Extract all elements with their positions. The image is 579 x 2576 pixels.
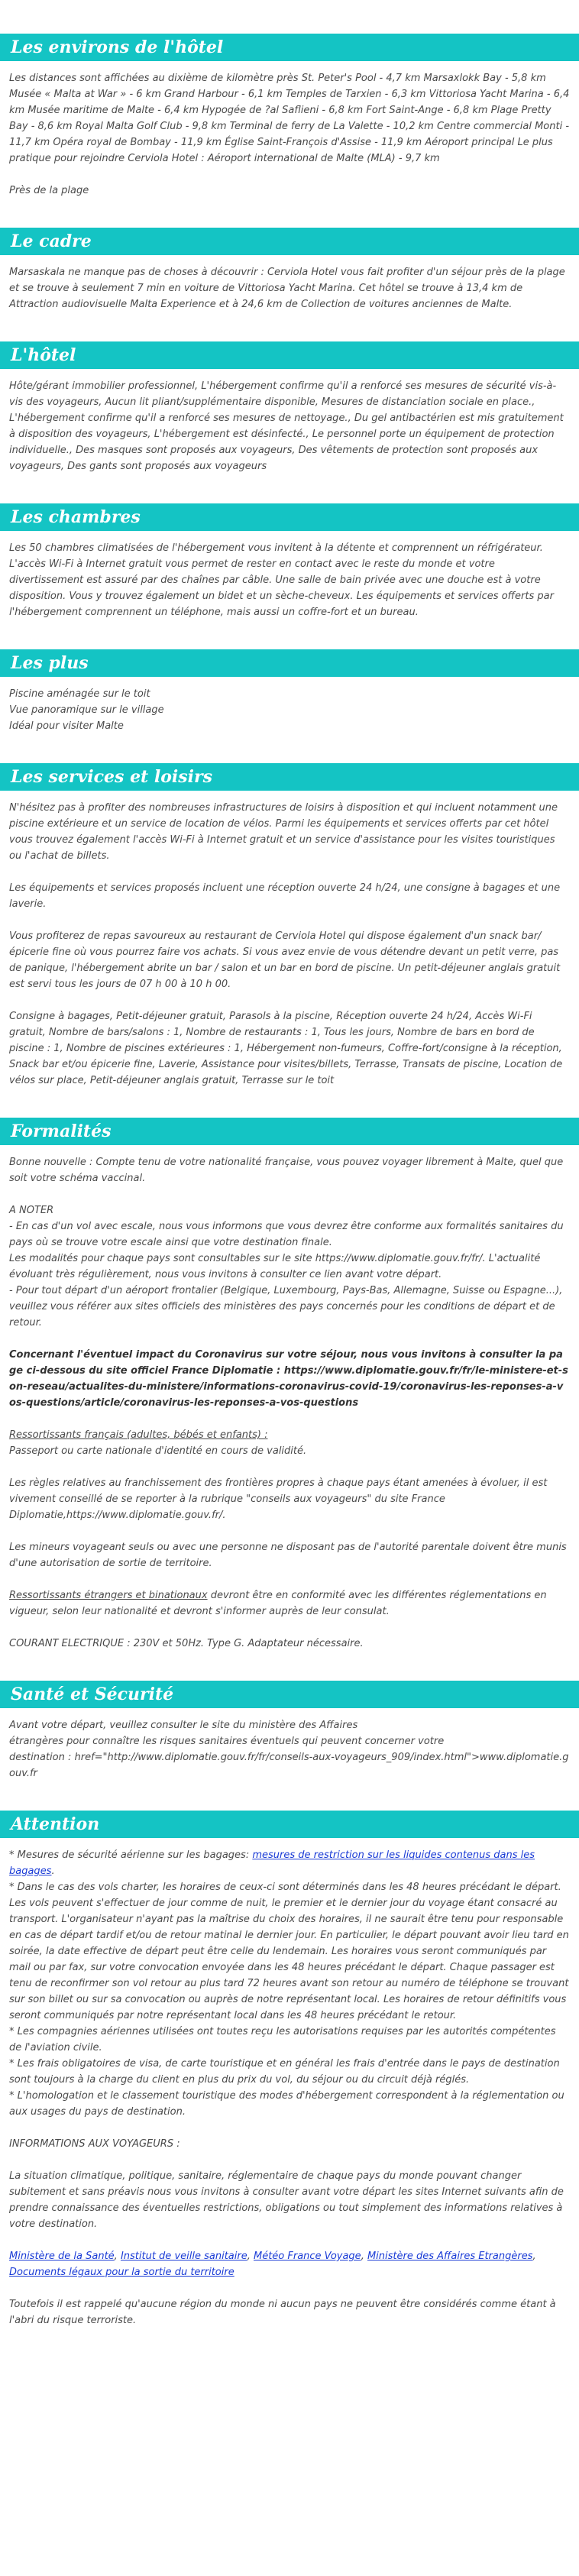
note-line: - Pour tout départ d'un aéroport frontalier (Belgique, Luxembourg, Pays-Bas, Allemagne, Suisse ou Espagne...), veuillez vous référer aux sites officiels des ministères des pays concernés pour les conditions de départ et de retour.	[9, 1285, 563, 1328]
section-body-formalites	[0, 1145, 579, 1652]
section-header-sante	[0, 1681, 579, 1708]
attention-item-suffix: .	[51, 1866, 55, 1877]
section-title: Le cadre	[11, 231, 92, 251]
section-header-environs	[0, 34, 579, 61]
plus-line: Vue panoramique sur le village	[9, 704, 164, 716]
plus-line: Idéal pour visiter Malte	[9, 720, 124, 732]
ressortissants-text: Passeport ou carte nationale d'identité en cours de validité.	[9, 1445, 307, 1457]
attention-item	[9, 1847, 570, 1879]
section-title: Les services et loisirs	[11, 767, 212, 787]
cadre-text: Marsaskala ne manque pas de choses à découvrir : Cerviola Hotel vous fait profiter d'un séjour près de la plage et se trouve à seulement 7 min en voiture de Vittoriosa Yacht Marina. Cet hôtel se trouve à 13,4 km de Attraction audiovisuelle Malta Experience et à 24,6 km de Collection de voitures anciennes de Malte.	[9, 267, 565, 310]
note-line: A NOTER	[9, 1205, 54, 1216]
section-body-environs	[0, 61, 579, 199]
section-title: Attention	[11, 1814, 100, 1834]
section-header-services	[0, 763, 579, 791]
plus-line: Piscine aménagée sur le toit	[9, 688, 150, 700]
mineurs-text: Les mineurs voyageant seuls ou avec une personne ne disposant pas de l'autorité parentale doivent être munis d'une autorisation de sortie de territoire.	[9, 1542, 567, 1569]
section-body-attention	[0, 1838, 579, 2328]
section-body-sante	[0, 1708, 579, 1782]
note-line: - En cas d'un vol avec escale, nous vous informons que vous devrez être conforme aux formalités sanitaires du pays où se trouve votre escale ainsi que votre destination finale.	[9, 1221, 564, 1248]
sante-line: étrangères pour connaître les risques sanitaires éventuels qui peuvent concerner votre	[9, 1736, 445, 1747]
hotel-text: Hôte/gérant immobilier professionnel, L'hébergement confirme qu'il a renforcé ses mesures de sécurité vis-à-vis des voyageurs, Aucun lit pliant/supplémentaire disponible, Mesures de distanciation sociale en place., L'hébergement confirme qu'il a renforcé ses mesures de nettoyage., Du gel antibactérien est mis gratuitement à disposition des voyageurs, L'hébergement est désinfecté., Le personnel porte un équipement de protection individuelle., Des masques sont proposés aux voyageurs, Des vêtements de protection sont proposés aux voyageurs, Des gants sont proposés aux voyageurs	[9, 380, 564, 472]
services-paragraph: Vous profiterez de repas savoureux au restaurant de Cerviola Hotel qui dispose également d'un snack bar/épicerie fine où vous pourrez faire vos achats. Si vous avez envie de vous détendre devant un petit verre, pas de panique, l'hébergement abrite un bar / salon et un bar en bord de piscine. Un petit-déjeuner anglais gratuit est servi tous les jours de 07 h 00 à 10 h 00.	[9, 930, 561, 990]
section-chambres	[0, 503, 579, 620]
section-header-cadre	[0, 228, 579, 255]
attention-item: * Les compagnies aériennes utilisées ont toutes reçu les autorisations requises par les autorités compétentes de l'aviation civile.	[9, 2026, 556, 2053]
covid-notice: Concernant l'éventuel impact du Coronavirus sur votre séjour, nous vous invitons à consulter la page ci-dessous du site officiel France Diplomatie : https://www.diplomatie.gouv.fr/fr/le-ministere-et-son-reseau/actualites-du-ministere/informations-coronavirus-covid-19/coronavirus-les-reponses-a-vos-questions/article/coronavirus-les-reponses-a-vos-questions	[9, 1349, 568, 1409]
section-title: Les environs de l'hôtel	[11, 37, 224, 57]
section-services	[0, 763, 579, 1089]
link-meteo-france[interactable]: Météo France Voyage	[253, 2251, 361, 2262]
section-body-plus	[0, 677, 579, 734]
attention-item: * L'homologation et le classement touristique des modes d'hébergement correspondent à la réglementation ou aux usages du pays de destination.	[9, 2090, 564, 2118]
link-affaires-etrangeres[interactable]: Ministère des Affaires Etrangères	[367, 2251, 533, 2262]
section-title: L'hôtel	[11, 345, 76, 365]
chambres-text: Les 50 chambres climatisées de l'hébergement vous invitent à la détente et comprennent un réfrigérateur. L'accès Wi-Fi à Internet gratuit vous permet de rester en contact avec le reste du monde et votre divertissement est assuré par des chaînes par câble. Une salle de bain privée avec une douche est à votre disposition. Vous y trouvez également un bidet et un sèche-cheveux. Les équipements et services offerts par l'hébergement comprennent un téléphone, mais aussi un coffre-fort et un bureau.	[9, 542, 554, 618]
final-text: Toutefois il est rappelé qu'aucune région du monde ni aucun pays ne peuvent être considérés comme étant à l'abri du risque terroriste.	[9, 2299, 556, 2326]
info-title: INFORMATIONS AUX VOYAGEURS :	[9, 2138, 180, 2150]
sante-line: destination : href="http://www.diplomatie.gouv.fr/fr/conseils-aux-voyageurs_909/index.html">www.diplomatie.gouv.fr	[9, 1752, 569, 1779]
formalites-intro: Bonne nouvelle : Compte tenu de votre nationalité française, vous pouvez voyager librement à Malte, quel que soit votre schéma vaccinal.	[9, 1157, 564, 1184]
section-attention	[0, 1811, 579, 2328]
formalites-note	[9, 1202, 570, 1331]
etrangers-title: Ressortissants étrangers et binationaux	[9, 1590, 208, 1601]
section-hotel	[0, 341, 579, 474]
info-links: Ministère de la Santé, Institut de veille sanitaire, Météo France Voyage, Ministère des Affaires Etrangères, Documents légaux pour la sortie du territoire	[9, 2251, 536, 2278]
section-body-cadre	[0, 255, 579, 312]
section-header-formalites	[0, 1118, 579, 1145]
section-environs	[0, 34, 579, 199]
section-header-plus	[0, 649, 579, 677]
section-body-services	[0, 791, 579, 1089]
attention-items	[9, 1847, 570, 2120]
services-paragraph: Les équipements et services proposés incluent une réception ouverte 24 h/24, une consigne à bagages et une laverie.	[9, 882, 561, 910]
link-ministere-sante[interactable]: Ministère de la Santé	[9, 2251, 115, 2262]
attention-item: * Les frais obligatoires de visa, de carte touristique et en général les frais d'entrée dans le pays de destination sont toujours à la charge du client en plus du prix du vol, du séjour ou du circuit déjà réglés.	[9, 2058, 560, 2086]
etrangers-block	[9, 1587, 570, 1620]
services-paragraph: Consigne à bagages, Petit-déjeuner gratuit, Parasols à la piscine, Réception ouverte 24 h/24, Accès Wi-Fi gratuit, Nombre de bars/salons : 1, Nombre de restaurants : 1, Tous les jours, Nombre de bars en bord de piscine : 1, Nombre de piscines extérieures : 1, Hébergement non-fumeurs, Coffre-fort/consigne à la réception, Snack bar et/ou épicerie fine, Laverie, Assistance pour visites/billets, Terrasse, Transats de piscine, Location de vélos sur place, Petit-déjeuner anglais gratuit, Terrasse sur le toit	[9, 1011, 563, 1086]
section-header-chambres	[0, 503, 579, 531]
attention-item-prefix: * Mesures de sécurité aérienne sur les bagages:	[9, 1849, 253, 1861]
section-header-attention	[0, 1811, 579, 1838]
section-body-chambres	[0, 531, 579, 620]
environs-extra: Près de la plage	[9, 185, 89, 196]
section-sante	[0, 1681, 579, 1782]
courant-text: COURANT ELECTRIQUE : 230V et 50Hz. Type G. Adaptateur nécessaire.	[9, 1638, 364, 1649]
section-plus	[0, 649, 579, 734]
regles-text: Les règles relatives au franchissement des frontières propres à chaque pays étant amenées à évoluer, il est vivement conseillé de se reporter à la rubrique "conseils aux voyageurs" du site France Diplomatie,https://www.diplomatie.gouv.fr/.	[9, 1477, 548, 1521]
etrangers-text: devront être en conformité avec les différentes réglementations en vigueur, selon leur nationalité et devront s'informer auprès de leur consulat.	[9, 1590, 547, 1617]
section-formalites	[0, 1118, 579, 1652]
liquides-link[interactable]: mesures de restriction sur les liquides contenus dans les bagages	[9, 1849, 535, 1877]
link-documents-legaux[interactable]: Documents légaux pour la sortie du territoire	[9, 2267, 235, 2278]
section-header-hotel	[0, 341, 579, 369]
sante-line: Avant votre départ, veuillez consulter le site du ministère des Affaires	[9, 1720, 358, 1731]
section-cadre	[0, 228, 579, 312]
section-body-hotel	[0, 369, 579, 474]
services-paragraph: N'hésitez pas à profiter des nombreuses infrastructures de loisirs à disposition et qui incluent notamment une piscine extérieure et un service de location de vélos. Parmi les équipements et services offerts par cet hôtel vous trouvez également l'accès Wi-Fi à Internet gratuit et un service d'assistance pour les visites touristiques ou l'achat de billets.	[9, 802, 558, 862]
section-title: Les plus	[11, 653, 89, 673]
link-institut-veille[interactable]: Institut de veille sanitaire	[120, 2251, 247, 2262]
section-title: Santé et Sécurité	[11, 1684, 174, 1704]
ressortissants-title: Ressortissants français (adultes, bébés et enfants) :	[9, 1429, 268, 1441]
note-line: Les modalités pour chaque pays sont consultables sur le site https://www.diplomatie.gouv.fr/fr/. L'actualité évoluant très régulièrement, nous vous invitons à consulter ce lien avant votre départ.	[9, 1253, 541, 1280]
section-title: Les chambres	[11, 507, 141, 527]
attention-item: * Dans le cas des vols charter, les horaires de ceux-ci sont déterminés dans les 48 heures précédant le départ. Les vols peuvent s'effectuer de jour comme de nuit, le premier et le dernier jour du voyage étant consacré au transport. L'organisateur n'ayant pas la maîtrise du choix des horaires, il ne saurait être tenu pour responsable en cas de départ tardif et/ou de retour matinal le dernier jour. En particulier, le départ pouvant avoir lieu tard en soirée, la date effective de départ peut être celle du lendemain. Les horaires vous seront communiqués par mail ou par fax, sur votre convocation envoyée dans les 48 heures précédant le départ. Chaque passager est tenu de reconfirmer son vol retour au plus tard 72 heures avant son retour au numéro de téléphone se trouvant sur son billet ou sur sa convocation ou auprès de notre représentant local. Les horaires de retour définitifs vous seront communiqués par notre représentant local dans les 48 heures précédant le retour.	[9, 1882, 569, 2021]
environs-text: Les distances sont affichées au dixième de kilomètre près St. Peter's Pool - 4,7 km Marsaxlokk Bay - 5,8 km Musée « Malta at War » - 6 km Grand Harbour - 6,1 km Temples de Tarxien - 6,3 km Vittoriosa Yacht Marina - 6,4 km Musée maritime de Malte - 6,4 km Hypogée de ?al Saflieni - 6,8 km Fort Saint-Ange - 6,8 km Plage Pretty Bay - 8,6 km Royal Malta Golf Club - 9,8 km Terminal de ferry de La Valette - 10,2 km Centre commercial Monti - 11,7 km Opéra royal de Bombay - 11,9 km Église Saint-François d'Assise - 11,9 km Aéroport principal Le plus pratique pour rejoindre Cerviola Hotel : Aéroport international de Malte (MLA) - 9,7 km	[9, 73, 570, 164]
info-text: La situation climatique, politique, sanitaire, réglementaire de chaque pays du monde pouvant changer subitement et sans préavis nous vous invitons à consulter avant votre départ les sites Internet suivants afin de prendre connaissance des éventuelles restrictions, obligations ou tout simplement des informations relatives à votre destination.	[9, 2170, 564, 2230]
section-title: Formalités	[11, 1121, 112, 1141]
ressortissants-block	[9, 1427, 570, 1459]
